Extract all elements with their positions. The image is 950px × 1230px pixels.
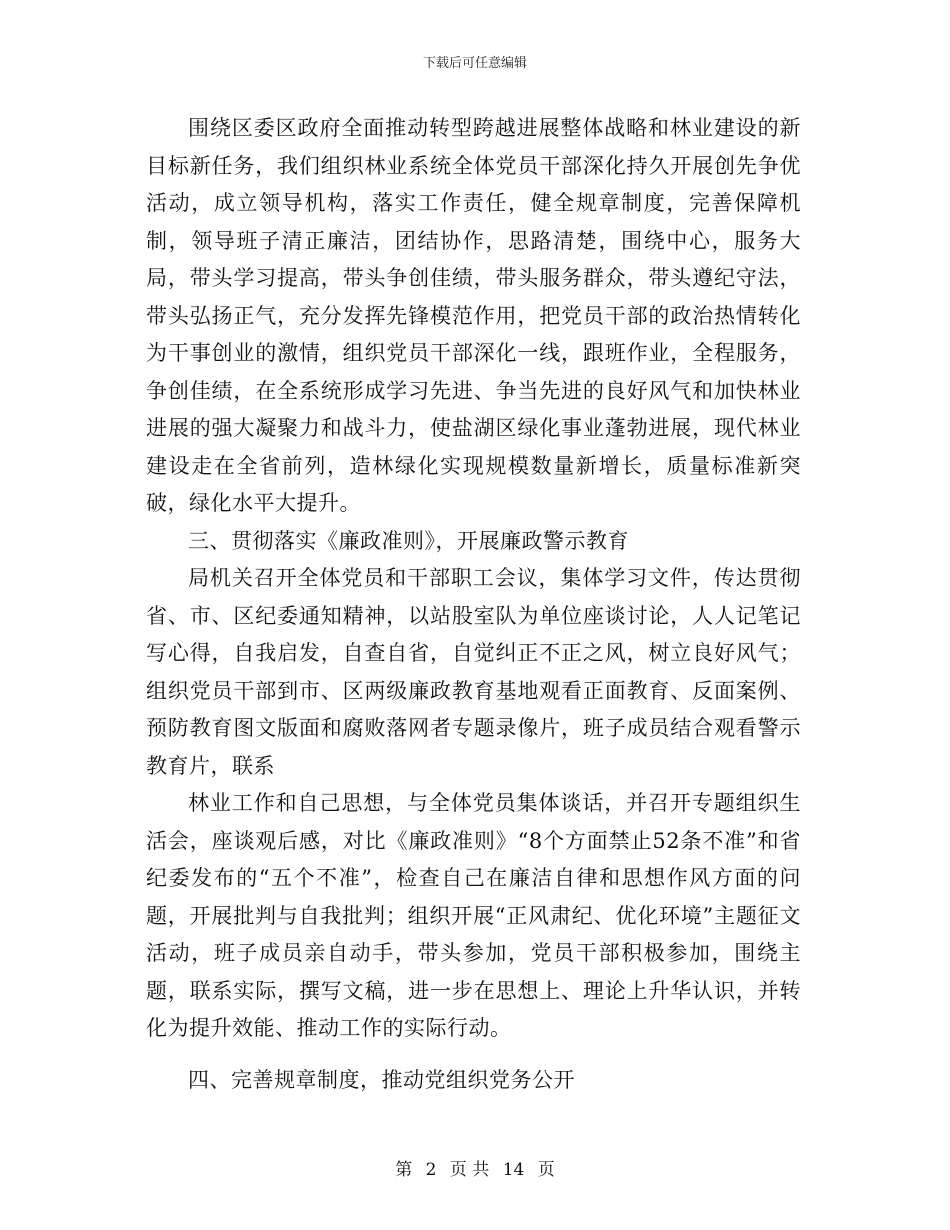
section-heading-4: 四、完善规章制度，推动党组织党务公开 <box>188 1067 575 1092</box>
page-footer <box>0 1155 950 1180</box>
paragraph-goals: 围绕区委区政府全面推动转型跨越进展整体战略和林业建设的新目标新任务，我们组织林业系统全体党员干部深化持久开展创先争优活动，成立领导机构，落实工作责任，健全规章制度，完善保障机制，领导班子清正廉洁，团结协作，思路清楚，围绕中心，服务大局，带头学习提高，带头争创佳绩，带头服务群众，带头遵纪守法，带头弘扬正气，充分发挥先锋模范作用，把党员干部的政治热情转化为干事创业的激情，组织党员干部深化一线，跟班作业，全程服务，争创佳绩，在全系统形成学习先进、争当先进的良好风气和加快林业进展的强大凝聚力和战斗力，使盐湖区绿化事业蓬勃进展，现代林业建设走在全省前列，造林绿化实现规模数量新增长，质量标准新突破，绿化水平大提升。 <box>146 116 801 515</box>
footer-prefix: 第 <box>395 1160 413 1180</box>
paragraph-meeting: 局机关召开全体党员和干部职工会议，集体学习文件，传达贯彻省、市、区纪委通知精神，以站股室队为单位座谈讨论，人人记笔记写心得，自我启发，自查自省，自觉纠正不正之风，树立良好风气；组织党员干部到市、区两级廉政教育基地观看正面教育、反面案例、预防教育图文版面和腐败落网者专题录像片，班子成员结合观看警示教育片，联系 <box>146 566 801 778</box>
section-heading-3: 三、贯彻落实《廉政准则》，开展廉政警示教育 <box>188 528 629 553</box>
page-header: 下载后可任意编辑 <box>422 56 527 71</box>
total-page-number: 14 <box>502 1160 525 1180</box>
document-body <box>146 110 801 1099</box>
footer-suffix: 页 <box>537 1160 555 1180</box>
footer-middle: 页 共 <box>449 1160 490 1180</box>
current-page-number: 2 <box>425 1160 437 1180</box>
paragraph-discussion: 林业工作和自己思想，与全体党员集体谈话，并召开专题组织生活会，座谈观后感，对比《廉政准则》“8个方面禁止52条不准”和省纪委发布的“五个不准”，检查自己在廉洁自律和思想作风方面的问题，开展批判与自我批判；组织开展“正风肃纪、优化环境”主题征文活动，班子成员亲自动手，带头参加，党员干部积极参加，围绕主题，联系实际，撰写文稿，进一步在思想上、理论上升华认识，并转化为提升效能、推动工作的实际行动。 <box>146 791 801 1040</box>
